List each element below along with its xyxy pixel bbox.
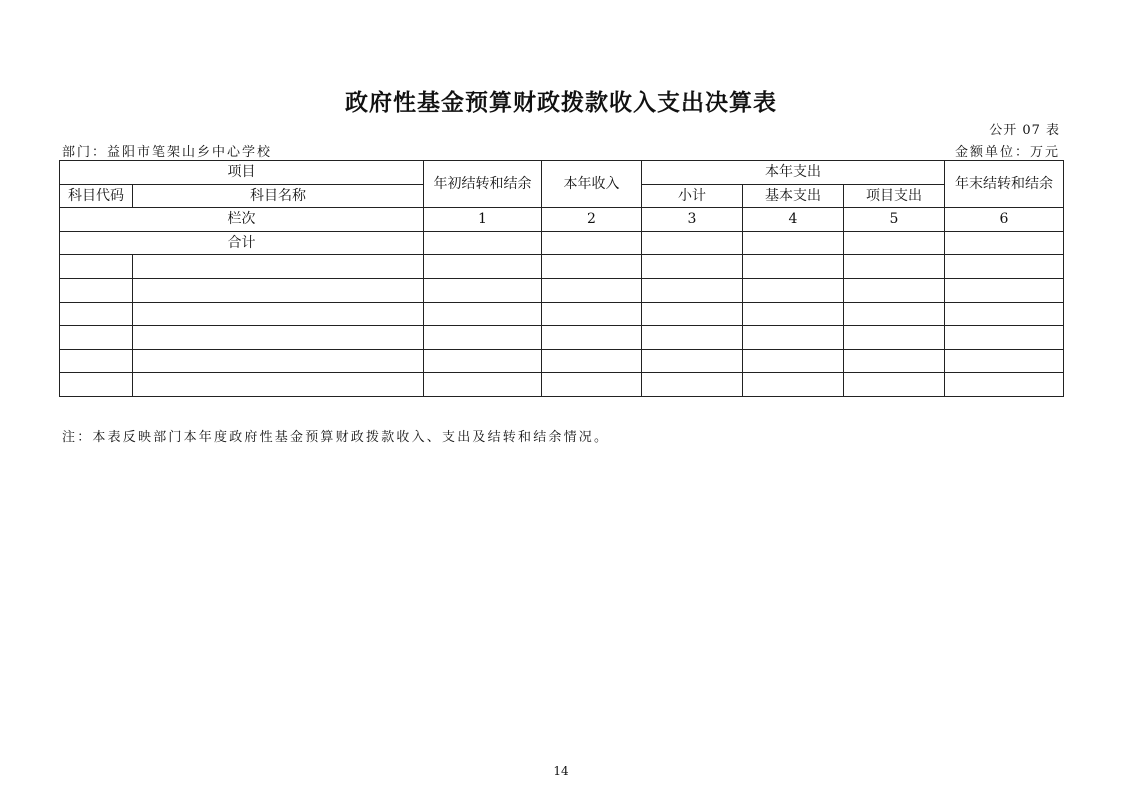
table-cell [542,255,642,279]
table-cell [542,302,642,326]
table-cell [642,349,743,373]
table-cell [424,326,542,350]
header-closing-balance: 年末结转和结余 [945,161,1064,208]
table-cell [60,255,133,279]
table-row [60,349,1064,373]
amount-unit-label: 金额单位：万元 [954,145,1060,160]
header-project-exp: 项目支出 [844,184,945,208]
table-cell [844,255,945,279]
table-cell [743,373,844,397]
table-cell [60,349,133,373]
table-cell [642,255,743,279]
page-number: 14 [553,764,569,778]
table-cell [542,326,642,350]
table-cell [642,231,743,255]
table-cell [424,231,542,255]
table-cell [642,373,743,397]
table-cell [60,373,133,397]
table-cell [945,349,1064,373]
table-cell [642,278,743,302]
header-name: 科目名称 [133,184,424,208]
table-cell [743,231,844,255]
header-project: 项目 [60,161,424,185]
table-cell [60,278,133,302]
table-cell [542,349,642,373]
header-basic: 基本支出 [743,184,844,208]
header-subtotal: 小计 [642,184,743,208]
column-number: 2 [542,208,642,232]
table-cell [133,349,424,373]
header-income: 本年收入 [542,161,642,208]
form-number: 公开 07 表 [989,123,1060,138]
table-cell [945,326,1064,350]
index-row [60,208,1064,232]
column-number: 5 [844,208,945,232]
column-number: 3 [642,208,743,232]
table-cell [743,349,844,373]
table-cell [542,373,642,397]
table-cell [424,373,542,397]
column-number: 6 [945,208,1064,232]
table-cell [945,255,1064,279]
table-cell [945,373,1064,397]
total-row [60,231,1064,255]
table-cell [945,278,1064,302]
table-cell [133,278,424,302]
table-cell [743,326,844,350]
table-cell [424,302,542,326]
department-label: 部门：益阳市笔架山乡中心学校 [62,145,273,160]
table-cell [133,326,424,350]
table-cell [743,278,844,302]
table-cell [945,231,1064,255]
table-cell [743,302,844,326]
table-cell [844,326,945,350]
table-cell [945,302,1064,326]
table-cell [743,255,844,279]
table-cell [844,231,945,255]
table-row [60,278,1064,302]
table-row [60,373,1064,397]
table-cell [542,278,642,302]
table-cell [424,278,542,302]
table-cell [60,326,133,350]
header-code: 科目代码 [60,184,133,208]
header-expenditure: 本年支出 [642,161,945,185]
table-cell [133,302,424,326]
header-opening-balance: 年初结转和结余 [424,161,542,208]
table-cell [844,278,945,302]
total-label: 合计 [60,231,424,255]
table-cell [642,302,743,326]
table-cell [424,349,542,373]
column-number: 4 [743,208,844,232]
table-cell [424,255,542,279]
table-cell [542,231,642,255]
table-row [60,326,1064,350]
page-title: 政府性基金预算财政拨款收入支出决算表 [345,90,777,116]
table-row [60,255,1064,279]
table-cell [844,349,945,373]
table-cell [844,302,945,326]
table-cell [60,302,133,326]
row-index-label: 栏次 [60,208,424,232]
table-cell [642,326,743,350]
budget-table [59,160,1064,397]
table-cell [844,373,945,397]
table-note: 注：本表反映部门本年度政府性基金预算财政拨款收入、支出及结转和结余情况。 [62,430,610,445]
table-row [60,302,1064,326]
column-number: 1 [424,208,542,232]
header-row-1 [60,161,1064,185]
table-cell [133,255,424,279]
table-cell [133,373,424,397]
